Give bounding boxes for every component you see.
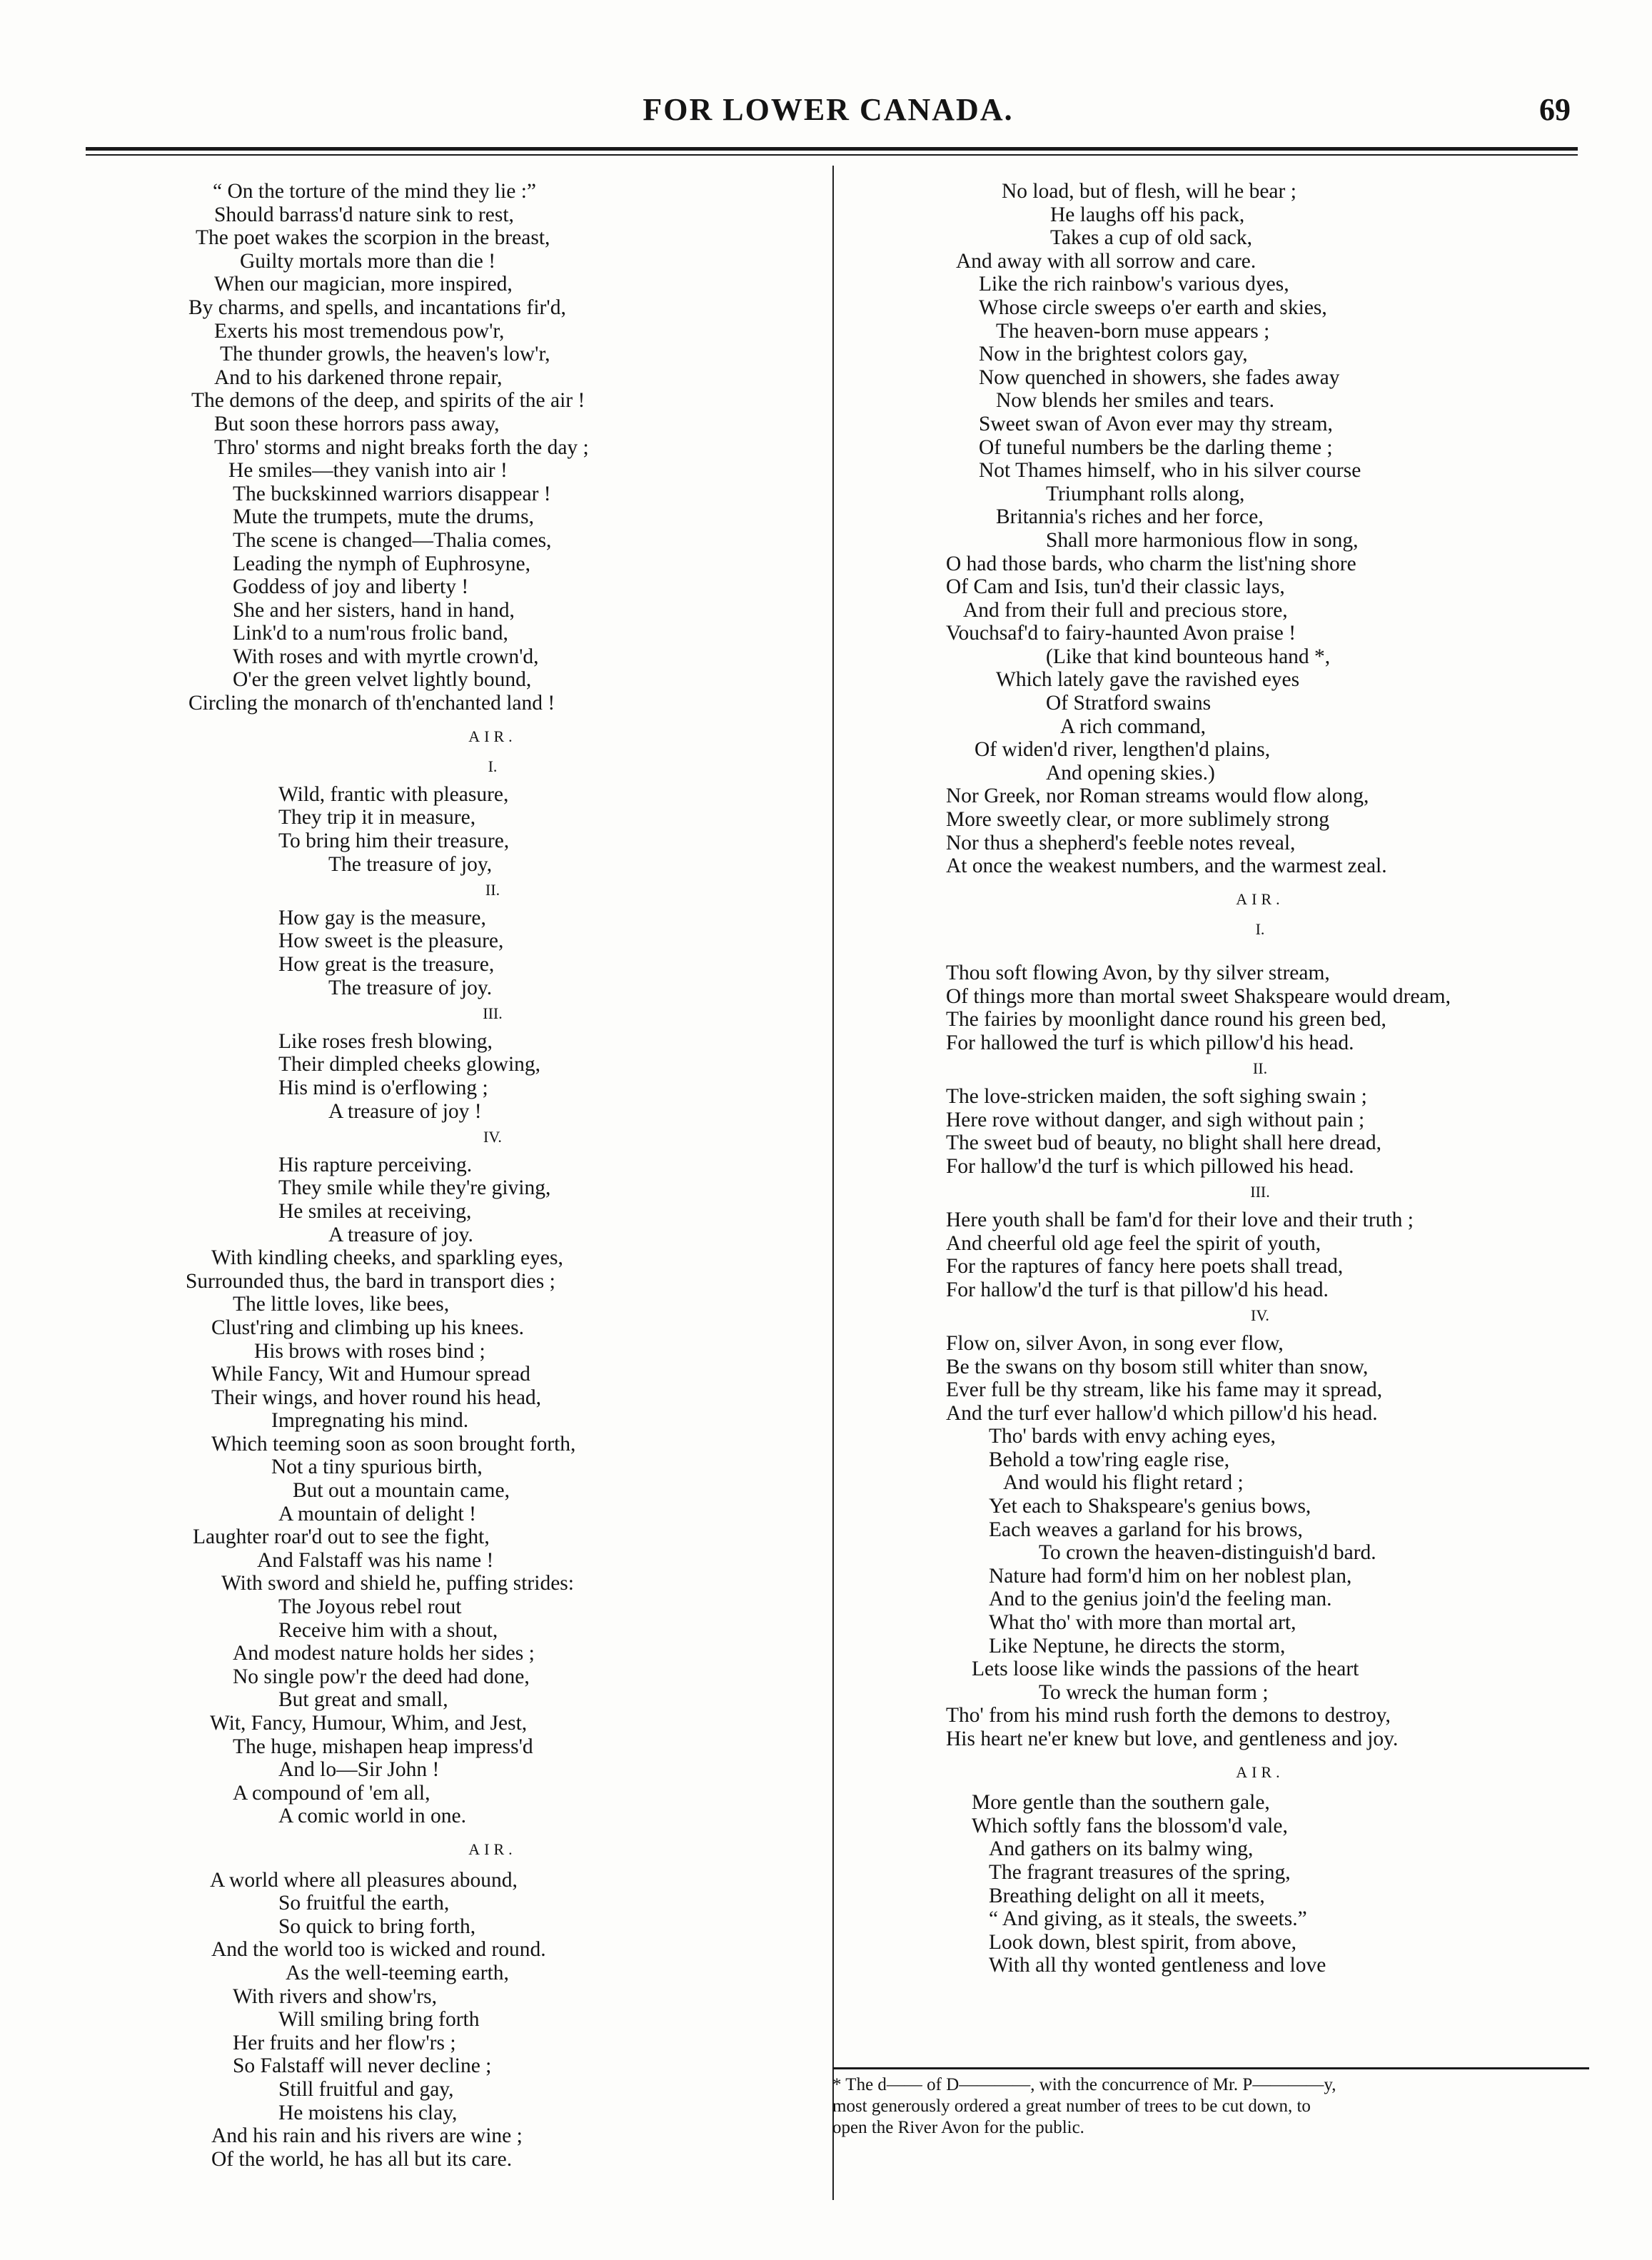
left-verse-line: Laughter roar'd out to see the fight, [193, 1525, 490, 1549]
left-verse-line: The treasure of joy, [328, 852, 493, 876]
left-verse-line: The huge, mishapen heap impress'd [233, 1735, 533, 1758]
right-verse-line: Of things more than mortal sweet Shakspeare would dream, [946, 984, 1451, 1008]
left-verse-line: While Fancy, Wit and Humour spread [211, 1363, 530, 1386]
right-verse-line: What tho' with more than mortal art, [989, 1611, 1296, 1635]
right-verse-line: Like Neptune, he directs the storm, [989, 1634, 1286, 1658]
left-verse-line: How gay is the measure, [278, 906, 486, 929]
right-verse-line: The sweet bud of beauty, no blight shall here dread, [946, 1131, 1382, 1155]
left-verse-line: Not a tiny spurious birth, [271, 1456, 483, 1479]
right-verse-line: No load, but of flesh, will he bear ; [1002, 180, 1296, 203]
left-verse-line: Guilty mortals more than die ! [240, 249, 496, 273]
left-verse-line: Wild, frantic with pleasure, [278, 782, 509, 806]
left-verse-line: So quick to bring forth, [278, 1915, 476, 1938]
header-rule-thin [86, 154, 1578, 156]
right-verse-line: The love-stricken maiden, the soft sighing swain ; [946, 1084, 1367, 1108]
left-verse-line: The scene is changed—Thalia comes, [233, 528, 552, 552]
right-verse-line: Look down, blest spirit, from above, [989, 1930, 1296, 1954]
right-verse-line: At once the weakest numbers, and the warmest zeal. [946, 854, 1387, 878]
right-verse-line: Now blends her smiles and tears. [996, 389, 1274, 413]
right-verse-line: Of tuneful numbers be the darling theme ; [979, 435, 1333, 459]
stanza-numeral: I. [1255, 920, 1265, 939]
left-verse-line: The poet wakes the scorpion in the breast, [196, 226, 550, 250]
left-verse-line: When our magician, more inspired, [214, 273, 513, 296]
right-verse-line: Yet each to Shakspeare's genius bows, [989, 1495, 1311, 1518]
left-verse-line: Circling the monarch of th'enchanted land ! [188, 692, 555, 715]
right-verse-line: Triumphant rolls along, [1046, 482, 1245, 505]
stanza-numeral: III. [483, 1004, 503, 1023]
stanza-numeral: I. [488, 757, 498, 776]
left-verse-line: They trip it in measure, [278, 806, 476, 829]
footnote-line: open the River Avon for the public. [832, 2118, 1084, 2137]
left-verse-line: By charms, and spells, and incantations fir'd, [188, 296, 566, 319]
left-verse-line: The little loves, like bees, [233, 1293, 450, 1316]
left-verse-line: Goddess of joy and liberty ! [233, 575, 469, 599]
stanza-numeral: IV. [1251, 1306, 1269, 1325]
left-verse-line: Leading the nymph of Euphrosyne, [233, 552, 531, 575]
footnote-line: most generously ordered a great number of trees to be cut down, to [832, 2097, 1311, 2116]
left-verse-line: Link'd to a num'rous frolic band, [233, 622, 508, 645]
left-verse-line: His rapture perceiving. [278, 1153, 473, 1176]
right-verse-line: Britannia's riches and her force, [996, 505, 1264, 529]
left-verse-line: A treasure of joy ! [328, 1099, 482, 1123]
left-verse-line: Which teeming soon as soon brought forth, [211, 1432, 576, 1456]
right-verse-line: Tho' from his mind rush forth the demons to destroy, [946, 1704, 1391, 1727]
right-verse-line: (Like that kind bounteous hand *, [1046, 645, 1331, 668]
right-verse-line: A rich command, [1060, 715, 1206, 738]
left-verse-line: Receive him with a shout, [278, 1618, 498, 1642]
right-verse-line: And the turf ever hallow'd which pillow'd his head. [946, 1401, 1378, 1425]
left-verse-line: A world where all pleasures abound, [210, 1868, 518, 1892]
left-verse-line: With kindling cheeks, and sparkling eyes, [211, 1246, 563, 1270]
right-verse-line: Takes a cup of old sack, [1050, 226, 1253, 250]
right-verse-line: Nor thus a shepherd's feeble notes reveal, [946, 831, 1296, 854]
page-number: 69 [1539, 92, 1571, 127]
left-verse-line: He smiles—they vanish into air ! [228, 459, 508, 483]
left-verse-line: Exerts his most tremendous pow'r, [214, 319, 505, 343]
left-verse-line: So fruitful the earth, [278, 1892, 450, 1915]
right-verse-line: The heaven-born muse appears ; [996, 319, 1270, 343]
left-verse-line: “ On the torture of the mind they lie :” [213, 180, 537, 203]
footnote-line: * The d—— of D————, with the concurrence of Mr. P————y, [832, 2075, 1336, 2094]
right-verse-line: O had those bards, who charm the list'ning shore [946, 552, 1356, 575]
right-verse-line: Which lately gave the ravished eyes [996, 668, 1300, 692]
right-verse-line: Here youth shall be fam'd for their love and their truth ; [946, 1208, 1414, 1231]
left-verse-line: And to his darkened throne repair, [214, 365, 503, 389]
right-verse-line: And would his flight retard ; [1003, 1471, 1244, 1495]
left-verse-line: And the world too is wicked and round. [211, 1938, 546, 1962]
left-verse-line: A compound of 'em all, [233, 1781, 430, 1805]
left-verse-line: Surrounded thus, the bard in transport dies ; [186, 1269, 555, 1293]
right-verse-line: He laughs off his pack, [1050, 203, 1245, 226]
right-verse-line: Each weaves a garland for his brows, [989, 1518, 1303, 1541]
left-verse-line: The thunder growls, the heaven's low'r, [220, 343, 550, 366]
right-verse-line: More sweetly clear, or more sublimely strong [946, 808, 1330, 832]
left-verse-line: Wit, Fancy, Humour, Whim, and Jest, [210, 1712, 528, 1735]
left-verse-line: Impregnating his mind. [271, 1409, 469, 1433]
right-verse-line: For hallowed the turf is which pillow'd his head. [946, 1031, 1354, 1054]
left-verse-line: Clust'ring and climbing up his knees. [211, 1316, 524, 1339]
right-verse-line: Nor Greek, nor Roman streams would flow along, [946, 785, 1369, 808]
left-verse-line: The treasure of joy. [328, 976, 493, 999]
left-verse-line: She and her sisters, hand in hand, [233, 598, 515, 622]
right-verse-line: With all thy wonted gentleness and love [989, 1954, 1326, 1977]
right-verse-line: Vouchsaf'd to fairy-haunted Avon praise ! [946, 622, 1296, 645]
right-verse-line: Which softly fans the blossom'd vale, [972, 1814, 1288, 1837]
left-verse-line: Their wings, and hover round his head, [211, 1386, 542, 1409]
left-verse-line: He smiles at receiving, [278, 1199, 472, 1223]
right-verse-line: And opening skies.) [1046, 761, 1215, 785]
left-verse-line: No single pow'r the deed had done, [233, 1665, 530, 1688]
left-verse-line: He moistens his clay, [278, 2101, 458, 2124]
left-verse-line: To bring him their treasure, [278, 829, 510, 853]
right-verse-line: And away with all sorrow and care. [956, 249, 1256, 273]
header-rule-thick [86, 147, 1578, 151]
left-verse-line: A comic world in one. [278, 1805, 466, 1828]
right-verse-line: Not Thames himself, who in his silver course [979, 459, 1361, 483]
right-verse-line: Breathing delight on all it meets, [989, 1884, 1265, 1907]
section-heading: AIR. [468, 727, 517, 745]
left-verse-line: But out a mountain came, [293, 1479, 510, 1503]
left-verse-line: And his rain and his rivers are wine ; [211, 2124, 523, 2148]
right-verse-line: Here rove without danger, and sigh without pain ; [946, 1108, 1365, 1131]
left-verse-line: Their dimpled cheeks glowing, [278, 1053, 541, 1076]
right-verse-line: Shall more harmonious flow in song, [1046, 528, 1359, 552]
left-verse-line: With sword and shield he, puffing strides: [221, 1572, 574, 1595]
right-verse-line: For hallow'd the turf is that pillow'd his head. [946, 1278, 1329, 1301]
right-spacer [946, 946, 1574, 962]
left-verse-line: The demons of the deep, and spirits of the air ! [191, 389, 585, 413]
left-verse-line: Will smiling bring forth [278, 2008, 480, 2032]
left-verse-line: His mind is o'erflowing ; [278, 1076, 488, 1099]
section-heading: AIR. [1236, 1762, 1284, 1781]
left-verse-line: Should barrass'd nature sink to rest, [214, 203, 514, 226]
right-verse-line: Tho' bards with envy aching eyes, [989, 1425, 1276, 1448]
section-heading: AIR. [1236, 889, 1284, 908]
right-verse-line: For hallow'd the turf is which pillowed his head. [946, 1154, 1354, 1178]
left-verse-line: His brows with roses bind ; [254, 1339, 485, 1363]
right-verse-line: Lets loose like winds the passions of the heart [972, 1658, 1359, 1681]
right-verse-line: And to the genius join'd the feeling man. [989, 1588, 1332, 1611]
left-verse-line: And Falstaff was his name ! [257, 1548, 494, 1572]
left-verse-line: The Joyous rebel rout [278, 1595, 462, 1619]
right-verse-line: And gathers on its balmy wing, [989, 1837, 1254, 1861]
right-verse-line: Flow on, silver Avon, in song ever flow, [946, 1331, 1284, 1355]
left-verse-line: A treasure of joy. [328, 1223, 473, 1246]
left-column [178, 180, 807, 2171]
left-verse-line: How great is the treasure, [278, 953, 495, 976]
right-verse-line: Behold a tow'ring eagle rise, [989, 1448, 1230, 1471]
right-verse-line: For the raptures of fancy here poets shall tread, [946, 1255, 1344, 1278]
stanza-numeral: II. [485, 881, 500, 899]
right-verse-line: Whose circle sweeps o'er earth and skies, [979, 296, 1327, 319]
left-verse-line: And modest nature holds her sides ; [233, 1642, 535, 1665]
left-verse-line: Mute the trumpets, mute the drums, [233, 505, 534, 529]
right-column [946, 180, 1574, 1977]
left-verse-line: So Falstaff will never decline ; [233, 2054, 492, 2078]
right-verse-line: Thou soft flowing Avon, by thy silver stream, [946, 962, 1330, 984]
left-verse-line: But soon these horrors pass away, [214, 412, 500, 435]
left-verse-line: With rivers and show'rs, [233, 1984, 437, 2008]
right-verse-line: His heart ne'er knew but love, and gentleness and joy. [946, 1727, 1399, 1750]
running-title: FOR LOWER CANADA. [643, 92, 1014, 127]
left-verse-line: Still fruitful and gay, [278, 2077, 454, 2101]
right-verse-line: Be the swans on thy bosom still whiter than snow, [946, 1355, 1369, 1378]
left-verse-line: Of the world, he has all but its care. [211, 2147, 513, 2171]
left-verse-line: But great and small, [278, 1688, 448, 1712]
footnote-rule [832, 2067, 1589, 2069]
column-divider [832, 166, 834, 2200]
left-verse-line: The buckskinned warriors disappear ! [233, 482, 551, 505]
left-verse-line: And lo—Sir John ! [278, 1758, 440, 1782]
right-verse-line: And from their full and precious store, [963, 598, 1288, 622]
right-verse-line: The fragrant treasures of the spring, [989, 1860, 1291, 1884]
right-verse-line: Of widen'd river, lengthen'd plains, [974, 738, 1271, 762]
left-verse-line: Her fruits and her flow'rs ; [233, 2031, 456, 2054]
right-verse-line: Nature had form'd him on her noblest plan, [989, 1564, 1352, 1588]
left-verse-line: O'er the green velvet lightly bound, [233, 668, 532, 692]
left-verse-line: Like roses fresh blowing, [278, 1029, 493, 1053]
right-verse-line: Of Cam and Isis, tun'd their classic lays, [946, 575, 1285, 599]
right-verse-line: Like the rich rainbow's various dyes, [979, 273, 1289, 296]
stanza-numeral: III. [1250, 1183, 1270, 1201]
left-verse-line: They smile while they're giving, [278, 1176, 551, 1200]
running-head [86, 91, 1571, 134]
left-verse-line: How sweet is the pleasure, [278, 929, 504, 953]
right-verse-line: To crown the heaven-distinguish'd bard. [1039, 1541, 1376, 1565]
stanza-numeral: II. [1252, 1059, 1268, 1078]
right-verse-line: Ever full be thy stream, like his fame may it spread, [946, 1378, 1383, 1402]
right-verse-line: Of Stratford swains [1046, 692, 1212, 715]
section-heading: AIR. [468, 1840, 517, 1858]
right-verse-line: Now quenched in showers, she fades away [979, 365, 1340, 389]
left-verse-line: As the well-teeming earth, [286, 1961, 509, 1984]
left-verse-line: A mountain of delight ! [278, 1502, 476, 1525]
right-verse-line: “ And giving, as it steals, the sweets.” [989, 1907, 1307, 1931]
right-verse-line: And cheerful old age feel the spirit of youth, [946, 1231, 1321, 1255]
footnote [832, 2074, 1578, 2139]
right-verse-line: Sweet swan of Avon ever may thy stream, [979, 412, 1333, 435]
left-verse-line: Thro' storms and night breaks forth the day ; [214, 435, 589, 459]
right-verse-line: Now in the brightest colors gay, [979, 343, 1248, 366]
right-verse-line: More gentle than the southern gale, [972, 1791, 1270, 1815]
left-verse-line: With roses and with myrtle crown'd, [233, 645, 539, 668]
right-verse-line: To wreck the human form ; [1039, 1680, 1269, 1704]
right-verse-line: The fairies by moonlight dance round his green bed, [946, 1008, 1386, 1031]
stanza-numeral: IV. [483, 1128, 502, 1146]
